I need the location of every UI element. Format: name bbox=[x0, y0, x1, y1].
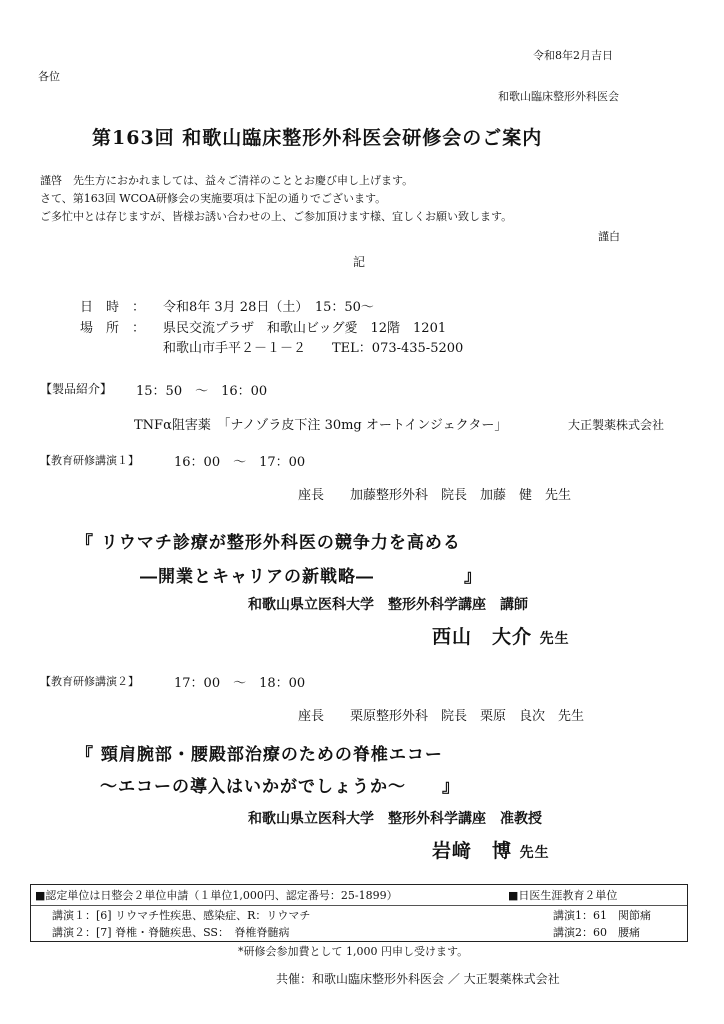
lecture1-chair: 座長 加藤整形外科 院長 加藤 健 先生 bbox=[298, 488, 572, 503]
greeting-line-2: さて、第163回 WCOA研修会の実施要項は下記の通りでございます。 bbox=[40, 192, 387, 205]
lecture1-title-line1: 『 リウマチ診療が整形外科医の競争力を高める bbox=[76, 533, 461, 553]
issue-date: 令和8年2月吉日 bbox=[533, 49, 613, 62]
sender: 和歌山臨床整形外科医会 bbox=[498, 90, 619, 103]
product-label: 【製品紹介】 bbox=[40, 382, 113, 396]
fee-note: *研修会参加費として 1,000 円申し受けます。 bbox=[238, 945, 469, 958]
lecture2-chair: 座長 栗原整形外科 院長 栗原 良次 先生 bbox=[298, 709, 585, 724]
lecture2-time: 17：00 ～ 18：00 bbox=[174, 676, 306, 691]
lecture1-speaker: 西山 大介 先生 bbox=[432, 626, 570, 648]
lecture2-title-line2: ～エコーの導入はいかがでしょうか～ 』 bbox=[100, 777, 460, 797]
address: 和歌山市手平２－１－２ TEL：073-435-5200 bbox=[163, 341, 464, 356]
credit-row1-right: 講演1：61 関節痛 bbox=[553, 909, 651, 922]
recipient: 各位 bbox=[38, 70, 60, 83]
lecture1-label: 【教育研修講演１】 bbox=[40, 454, 139, 467]
place-label: 場 所 ： bbox=[80, 321, 146, 336]
greeting-line-1: 謹啓 先生方におかれましては、益々ご清祥のこととお慶び申し上げます。 bbox=[40, 174, 414, 187]
page-title: 第163回 和歌山臨床整形外科医会研修会のご案内 bbox=[92, 127, 543, 149]
greeting-line-3: ご多忙中とは存じますが、皆様お誘い合わせの上、ご参加頂けます様、宜しくお願い致します。 bbox=[40, 210, 513, 223]
credits-divider bbox=[31, 905, 687, 906]
lecture1-time: 16：00 ～ 17：00 bbox=[174, 455, 306, 470]
jos-credit-header: ■認定単位は日整会２単位申請（１単位1,000円、認定番号：25-1899） bbox=[35, 889, 398, 902]
lecture1-affiliation: 和歌山県立医科大学 整形外科学講座 講師 bbox=[248, 597, 528, 613]
credit-row1-left: 講演１：[6] リウマチ性疾患、感染症、R：リウマチ bbox=[52, 909, 311, 922]
date-value: 令和8年 3月 28日（土） 15：50～ bbox=[163, 300, 374, 315]
cosponsor: 共催：和歌山臨床整形外科医会 ／ 大正製薬株式会社 bbox=[276, 972, 560, 986]
place-value: 県民交流プラザ 和歌山ビッグ愛 12階 1201 bbox=[163, 321, 447, 336]
product-drug: TNFα阻害薬 「ナノゾラ皮下注 30mg オートインジェクター」 bbox=[134, 418, 508, 433]
lecture2-speaker: 岩﨑 博 先生 bbox=[432, 840, 550, 862]
credit-row2-left: 講演２：[7] 脊椎・脊髄疾患、SS： 脊椎脊髄病 bbox=[52, 926, 290, 939]
credit-row2-right: 講演2：60 腰痛 bbox=[553, 926, 640, 939]
jma-credit-header: ■日医生涯教育２単位 bbox=[508, 889, 618, 902]
lecture2-title-line1: 『 頸肩腕部・腰殿部治療のための脊椎エコー bbox=[76, 745, 443, 765]
greeting-closing: 謹白 bbox=[598, 230, 620, 243]
lecture2-affiliation: 和歌山県立医科大学 整形外科学講座 准教授 bbox=[248, 811, 542, 827]
lecture2-label: 【教育研修講演２】 bbox=[40, 675, 139, 688]
lecture1-title-line2: ―開業とキャリアの新戦略― 』 bbox=[140, 567, 482, 587]
product-company: 大正製薬株式会社 bbox=[568, 418, 665, 432]
date-label: 日 時 ： bbox=[80, 300, 146, 315]
ki-heading: 記 bbox=[353, 255, 366, 269]
product-time: 15：50 ～ 16：00 bbox=[136, 384, 268, 399]
